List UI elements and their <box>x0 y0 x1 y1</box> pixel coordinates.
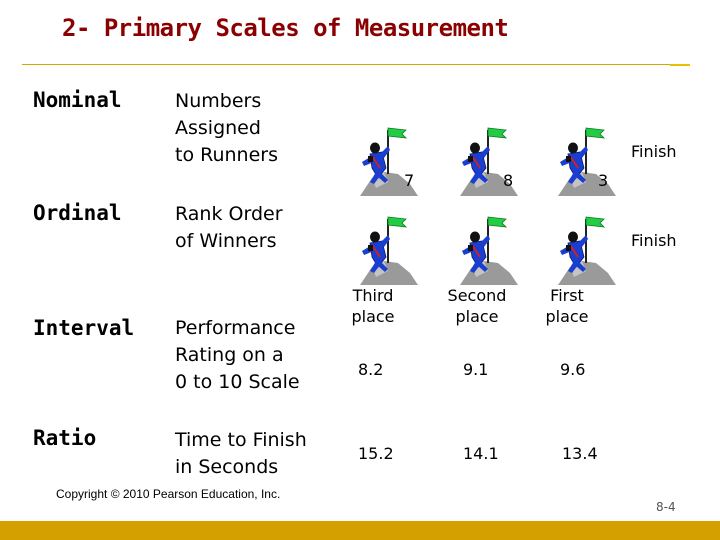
place-label <box>338 285 408 327</box>
place-label <box>532 285 602 327</box>
scale-desc-ordinal <box>175 201 283 255</box>
scale-desc-interval <box>175 315 300 396</box>
title-divider <box>22 64 670 65</box>
scale-desc-ratio <box>175 427 307 481</box>
desc-line: Time to Finish <box>175 429 307 451</box>
place-word: Second <box>447 286 507 305</box>
place-word: First <box>550 286 584 305</box>
desc-line: 0 to 10 Scale <box>175 371 300 393</box>
interval-value: 8.2 <box>358 360 384 379</box>
desc-line: Rating on a <box>175 344 284 366</box>
runner-figure-icon <box>450 211 520 286</box>
ratio-value: 13.4 <box>562 444 598 463</box>
runner-number: 7 <box>404 171 415 190</box>
title-divider-accent <box>670 64 690 66</box>
interval-value: 9.1 <box>463 360 489 379</box>
finish-label: Finish <box>631 142 677 161</box>
desc-line: Assigned <box>175 117 261 139</box>
copyright-notice: Copyright © 2010 Pearson Education, Inc. <box>56 487 281 501</box>
place-word: place <box>351 307 395 326</box>
place-word: Third <box>352 286 394 305</box>
runner-figure-icon <box>548 211 618 286</box>
desc-line: of Winners <box>175 230 277 252</box>
scale-name-nominal: Nominal <box>33 88 122 112</box>
place-word: place <box>455 307 499 326</box>
runner-figure-icon <box>350 211 420 286</box>
ratio-value: 15.2 <box>358 444 394 463</box>
place-label <box>440 285 514 327</box>
scale-name-ratio: Ratio <box>33 426 97 450</box>
place-word: place <box>545 307 589 326</box>
runner-number: 8 <box>503 171 514 190</box>
scale-desc-nominal <box>175 88 278 169</box>
runner-number: 3 <box>598 171 609 190</box>
desc-line: Numbers <box>175 90 262 112</box>
ratio-value: 14.1 <box>463 444 499 463</box>
desc-line: in Seconds <box>175 456 279 478</box>
scale-name-ordinal: Ordinal <box>33 201 122 225</box>
interval-value: 9.6 <box>560 360 586 379</box>
page-number: 8-4 <box>656 500 676 514</box>
slide-title: 2- Primary Scales of Measurement <box>62 14 509 42</box>
desc-line: Rank Order <box>175 203 283 225</box>
desc-line: to Runners <box>175 144 278 166</box>
footer-bar <box>0 521 720 540</box>
desc-line: Performance <box>175 317 296 339</box>
scale-name-interval: Interval <box>33 316 135 340</box>
finish-label: Finish <box>631 231 677 250</box>
